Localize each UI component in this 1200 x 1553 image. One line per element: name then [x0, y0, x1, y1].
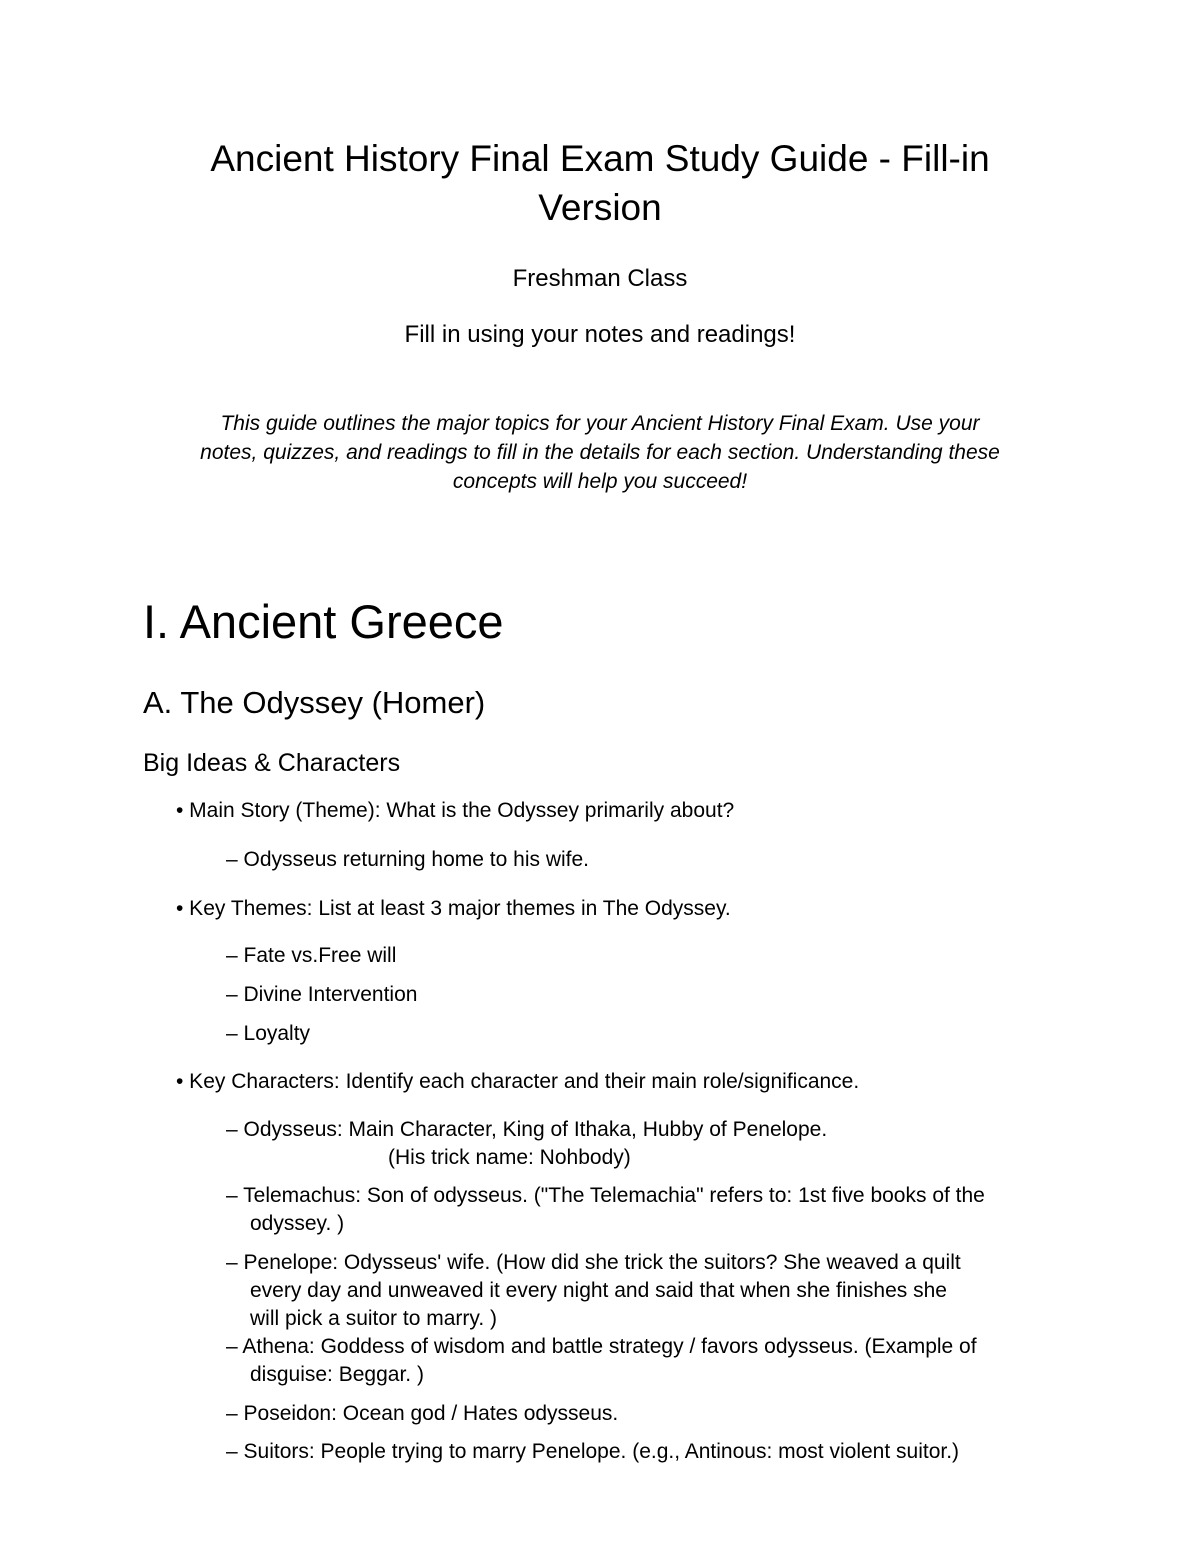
main-story-question: • Main Story (Theme): What is the Odyssey primarily about? — [176, 799, 735, 822]
title-line-1: Ancient History Final Exam Study Guide - Fill-in — [210, 138, 990, 179]
character-telemachus: – Telemachus: Son of odysseus. ("The Telemachia" refers to: 1st five books of the — [226, 1184, 985, 1207]
character-penelope-continued: every day and unweaved it every night and said that when she finishes she — [250, 1279, 947, 1302]
section-heading: I. Ancient Greece — [143, 595, 504, 648]
character-telemachus-continued: odyssey. ) — [250, 1212, 345, 1235]
character-penelope-continued: will pick a suitor to marry. ) — [250, 1307, 497, 1330]
theme-item: – Divine Intervention — [226, 983, 418, 1006]
character-odysseus-trick-name: (His trick name: Nohbody) — [388, 1146, 631, 1169]
character-suitors: – Suitors: People trying to marry Penelope. (e.g., Antinous: most violent suitor.) — [226, 1440, 960, 1463]
intro-line-2: notes, quizzes, and readings to fill in the details for each section. Understanding these — [200, 441, 1000, 464]
character-odysseus: – Odysseus: Main Character, King of Ithaka, Hubby of Penelope. — [226, 1118, 828, 1141]
fill-in-instruction: Fill in using your notes and readings! — [404, 321, 796, 348]
theme-item: – Loyalty — [226, 1022, 311, 1045]
key-themes-question: • Key Themes: List at least 3 major themes in The Odyssey. — [176, 897, 731, 920]
character-athena: – Athena: Goddess of wisdom and battle strategy / favors odysseus. (Example of — [226, 1335, 977, 1358]
subsection-heading: A. The Odyssey (Homer) — [143, 685, 486, 720]
character-athena-continued: disguise: Beggar. ) — [250, 1363, 424, 1386]
key-characters-question: • Key Characters: Identify each character and their main role/significance. — [176, 1070, 860, 1093]
character-penelope: – Penelope: Odysseus' wife. (How did she trick the suitors? She weaved a quilt — [226, 1251, 961, 1274]
main-story-answer: – Odysseus returning home to his wife. — [226, 848, 590, 871]
class-subtitle: Freshman Class — [512, 265, 688, 292]
character-poseidon: – Poseidon: Ocean god / Hates odysseus. — [226, 1402, 619, 1425]
intro-paragraph — [150, 409, 1050, 496]
document-title — [0, 134, 1200, 232]
big-ideas-heading: Big Ideas & Characters — [143, 749, 401, 777]
intro-line-3: concepts will help you succeed! — [452, 470, 748, 493]
intro-line-1: This guide outlines the major topics for your Ancient History Final Exam. Use your — [220, 412, 980, 435]
theme-item: – Fate vs.Free will — [226, 944, 397, 967]
title-line-2: Version — [538, 187, 662, 228]
